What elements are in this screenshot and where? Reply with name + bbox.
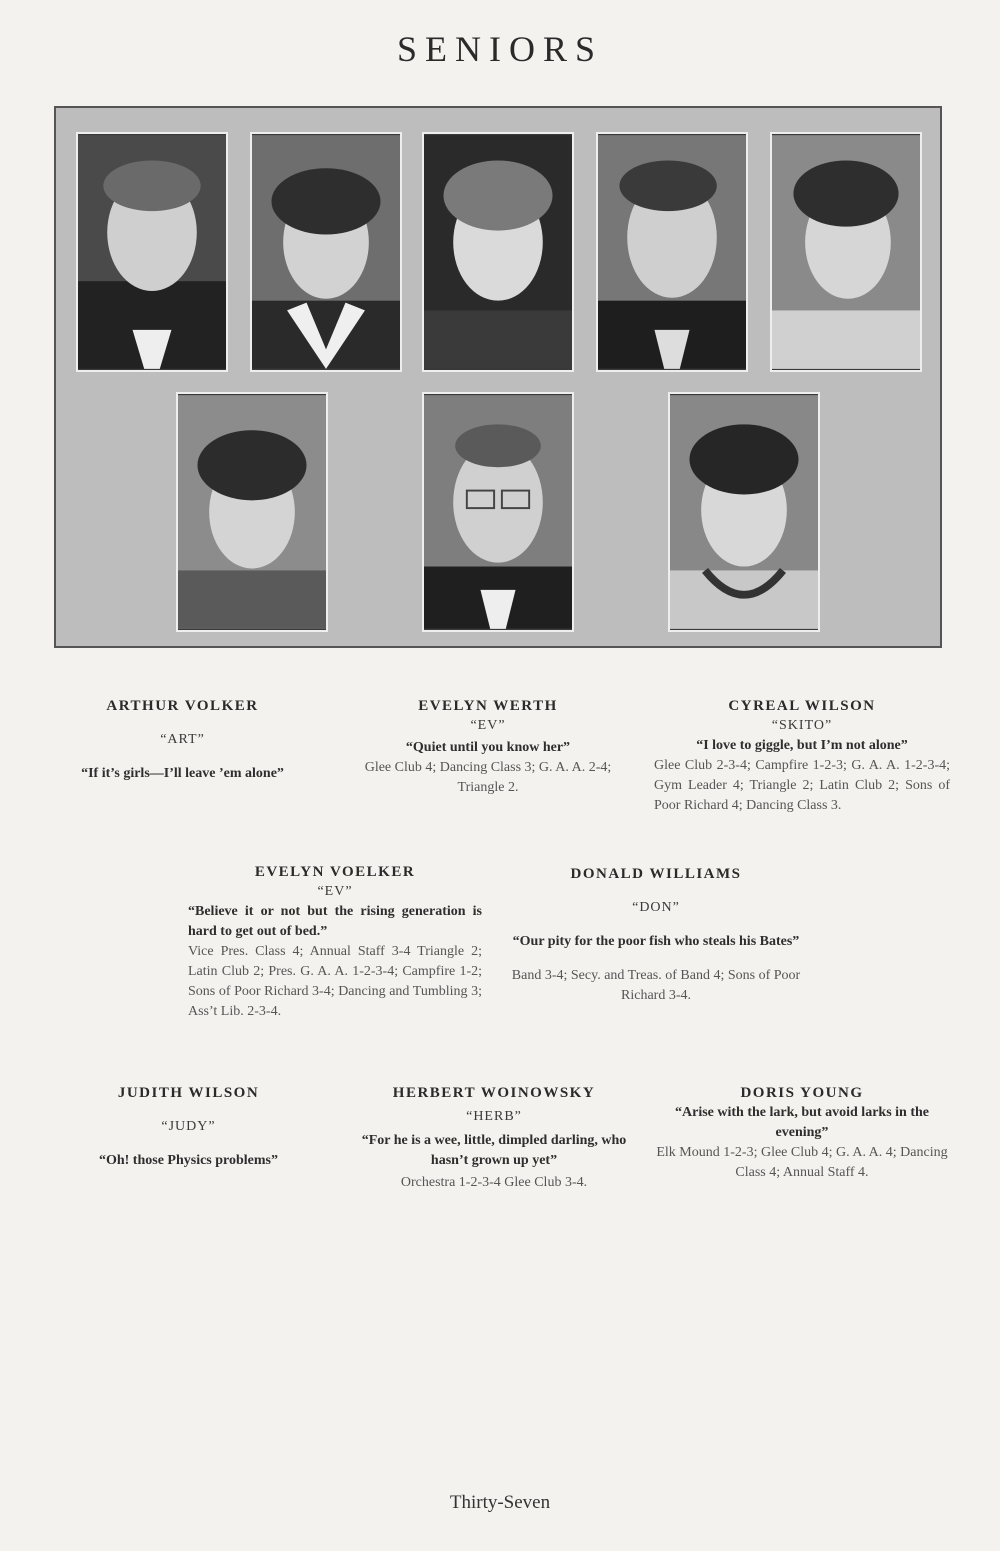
page-title: SENIORS xyxy=(396,29,604,69)
senior-bio xyxy=(346,1083,642,1193)
senior-quote: “Oh! those Physics problems” xyxy=(98,1153,279,1168)
portrait-photo xyxy=(422,132,574,372)
senior-nickname: “HERB” xyxy=(466,1109,522,1124)
senior-nickname: “SKITO” xyxy=(771,718,833,733)
senior-nickname: “ART” xyxy=(160,732,205,747)
senior-bio xyxy=(654,696,950,816)
senior-activities: Vice Pres. Class 4; Annual Staff 3-4 Triangle 2; Latin Club 2; Pres. G. A. A. 1-2-3-4; Campfire 1-2; Sons of Poor Richard 3-4; Dancing and Tumbling 3; Ass’t Lib. 2-3-4. xyxy=(188,944,482,1019)
senior-nickname: “JUDY” xyxy=(161,1119,216,1134)
portrait-photo xyxy=(422,392,574,632)
portrait-photo xyxy=(668,392,820,632)
senior-activities: Glee Club 4; Dancing Class 3; G. A. A. 2-4; Triangle 2. xyxy=(364,760,612,795)
senior-name: ARTHUR VOLKER xyxy=(106,698,259,714)
senior-name: DONALD WILLIAMS xyxy=(570,866,742,882)
senior-name: CYREAL WILSON xyxy=(728,698,876,714)
senior-bio xyxy=(40,696,325,784)
senior-activities: Glee Club 2-3-4; Campfire 1-2-3; G. A. A. 1-2-3-4; Gym Leader 4; Triangle 2; Latin Club 2; Sons of Poor Richard 4; Dancing Class 3. xyxy=(654,758,950,813)
senior-bio xyxy=(508,864,804,1006)
senior-name: EVELYN WERTH xyxy=(418,698,558,714)
page-number: Thirty-Seven xyxy=(449,1492,551,1513)
senior-quote: “Arise with the lark, but avoid larks in the evening” xyxy=(675,1105,929,1140)
senior-activities: Orchestra 1-2-3-4 Glee Club 3-4. xyxy=(400,1175,588,1190)
portrait-photo xyxy=(76,132,228,372)
senior-activities: Elk Mound 1-2-3; Glee Club 4; G. A. A. 4; Dancing Class 4; Annual Staff 4. xyxy=(656,1145,948,1180)
senior-name: JUDITH WILSON xyxy=(117,1085,260,1101)
senior-nickname: “DON” xyxy=(632,900,680,915)
senior-quote: “If it’s girls—I’ll leave ’em alone” xyxy=(81,766,284,781)
senior-quote: “I love to giggle, but I’m not alone” xyxy=(696,738,908,753)
senior-nickname: “EV” xyxy=(317,884,353,899)
senior-quote: “Believe it or not but the rising generation is hard to get out of bed.” xyxy=(188,904,482,939)
portrait-photo xyxy=(250,132,402,372)
portrait-photo xyxy=(770,132,922,372)
senior-bio xyxy=(188,862,482,1022)
senior-quote: “Quiet until you know her” xyxy=(405,740,571,755)
senior-name: EVELYN VOELKER xyxy=(254,864,416,880)
portrait-photo xyxy=(176,392,328,632)
senior-quote: “Our pity for the poor fish who steals his Bates” xyxy=(512,934,800,949)
senior-name: HERBERT WOINOWSKY xyxy=(392,1085,596,1101)
senior-bio xyxy=(654,1083,950,1183)
senior-name: DORIS YOUNG xyxy=(740,1085,864,1101)
senior-activities: Band 3-4; Secy. and Treas. of Band 4; Sons of Poor Richard 3-4. xyxy=(511,968,801,1003)
photo-panel xyxy=(54,106,942,648)
senior-nickname: “EV” xyxy=(470,718,506,733)
portrait-photo xyxy=(596,132,748,372)
senior-bio xyxy=(346,696,630,798)
senior-quote: “For he is a wee, little, dimpled darling, who hasn’t grown up yet” xyxy=(361,1133,627,1168)
senior-bio xyxy=(46,1083,331,1171)
